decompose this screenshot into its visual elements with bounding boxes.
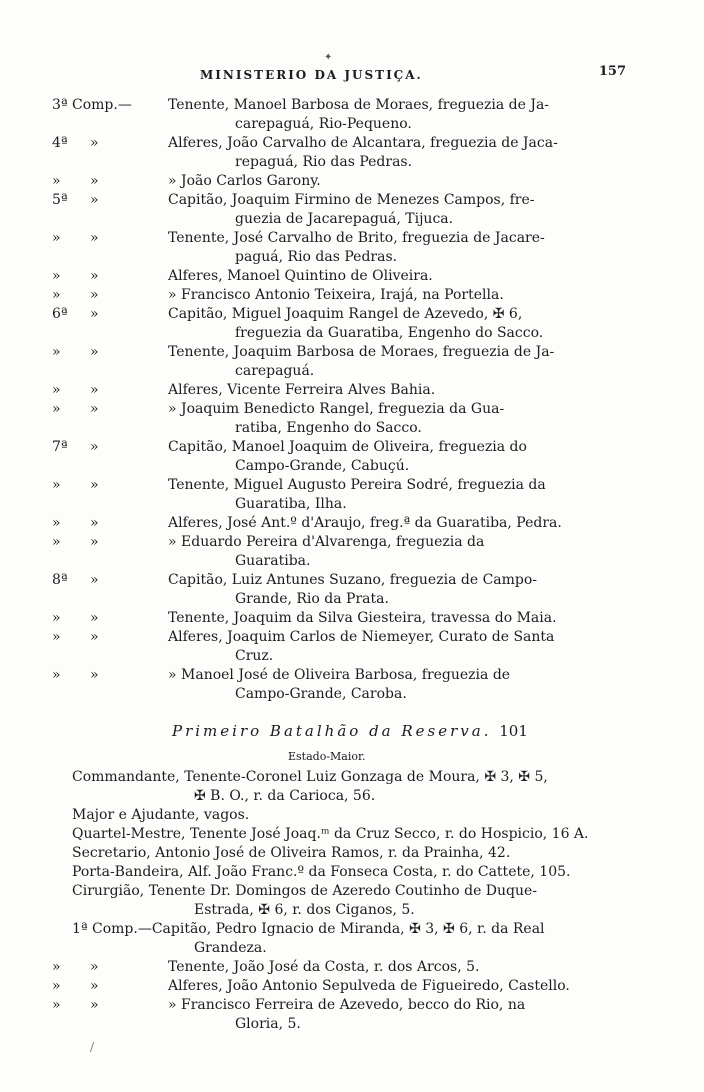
- company-label: »: [52, 268, 61, 284]
- entry-text: [72, 844, 632, 863]
- entry-continuation: freguezia da Guaratiba, Engenho do Sacco.: [235, 325, 544, 341]
- page-header: [200, 64, 626, 83]
- ditto-mark: »: [90, 629, 99, 645]
- entry-line: » Francisco Antonio Teixeira, Irajá, na Portella.: [168, 287, 504, 303]
- ditto-mark: »: [90, 610, 99, 626]
- entry-line: Capitão, Manoel Joaquim de Oliveira, freguezia do: [168, 439, 527, 455]
- ditto-mark: »: [90, 534, 99, 550]
- entry-line: Cirurgião, Tenente Dr. Domingos de Azeredo Coutinho de Duque-: [72, 883, 538, 899]
- company-label: 4ª: [52, 135, 68, 151]
- list-item: [72, 863, 632, 882]
- entry-line: Tenente, Miguel Augusto Pereira Sodré, freguezia da: [168, 477, 546, 493]
- entry-continuation: Grande, Rio da Prata.: [235, 591, 389, 607]
- entry-text: [168, 514, 624, 533]
- list-item: [72, 806, 632, 825]
- entry-line: Porta-Bandeira, Alf. João Franc.º da Fonseca Costa, r. do Cattete, 105.: [72, 864, 571, 880]
- entry-text: [168, 267, 624, 286]
- ditto-mark: »: [90, 173, 99, 189]
- entry-text: [168, 229, 624, 267]
- entry-continuation: Guaratiba.: [235, 553, 311, 569]
- entry-text: [168, 476, 624, 514]
- entry-line: Tenente, João José da Costa, r. dos Arcos, 5.: [168, 959, 480, 975]
- company-label: »: [52, 515, 61, 531]
- entry-continuation: guezia de Jacarepaguá, Tijuca.: [235, 211, 454, 227]
- header-title: MINISTERIO DA JUSTIÇA.: [200, 68, 423, 82]
- ditto-mark: »: [90, 997, 99, 1013]
- entry-line: Alferes, João Antonio Sepulveda de Figueiredo, Castello.: [168, 978, 570, 994]
- entry-continuation: repaguá, Rio das Pedras.: [235, 154, 413, 170]
- entry-line: Capitão, Miguel Joaquim Rangel de Azevedo, ✠ 6,: [168, 306, 523, 322]
- company-label: »: [52, 978, 61, 994]
- entry-text: [168, 609, 624, 628]
- entry-text: [72, 863, 632, 882]
- entry-line: Alferes, Vicente Ferreira Alves Bahia.: [168, 382, 436, 398]
- entry-text: [72, 882, 632, 920]
- entry-text: [72, 920, 632, 958]
- entry-text: [168, 571, 624, 609]
- entry-line: Tenente, Manoel Barbosa de Moraes, freguezia de Ja-: [168, 97, 550, 113]
- entry-continuation: Gloria, 5.: [235, 1016, 301, 1032]
- ditto-mark: »: [90, 192, 99, 208]
- entry-continuation: Grandeza.: [194, 940, 267, 956]
- ditto-mark: »: [90, 439, 99, 455]
- ditto-mark: »: [90, 978, 99, 994]
- company-label: »: [52, 230, 61, 246]
- company-label: »: [52, 667, 61, 683]
- company-label: 7ª: [52, 439, 68, 455]
- entry-continuation: ✠ B. O., r. da Carioca, 56.: [194, 788, 376, 804]
- entry-line: » João Carlos Garony.: [168, 173, 321, 189]
- entry-line: » Francisco Ferreira de Azevedo, becco do Rio, na: [168, 997, 526, 1013]
- entry-continuation: Guaratiba, Ilha.: [235, 496, 347, 512]
- entry-text: [168, 381, 624, 400]
- company-label: »: [52, 344, 61, 360]
- entry-continuation: carepaguá, Rio-Pequeno.: [235, 116, 412, 132]
- entry-text: [168, 958, 624, 977]
- ditto-mark: »: [90, 344, 99, 360]
- entry-continuation: Estrada, ✠ 6, r. dos Ciganos, 5.: [194, 902, 415, 918]
- entry-text: [168, 438, 624, 476]
- ditto-mark: »: [90, 268, 99, 284]
- entry-text: [168, 400, 624, 438]
- entry-text: [168, 286, 624, 305]
- entry-line: » Manoel José de Oliveira Barbosa, freguezia de: [168, 667, 511, 683]
- entry-text: [168, 96, 624, 134]
- entry-line: » Joaquim Benedicto Rangel, freguezia da Gua-: [168, 401, 505, 417]
- entry-line: Tenente, Joaquim Barbosa de Moraes, freguezia de Ja-: [168, 344, 555, 360]
- company-label: »: [52, 382, 61, 398]
- entry-line: Alferes, João Carvalho de Alcantara, freguezia de Jaca-: [168, 135, 558, 151]
- entry-line: Tenente, José Carvalho de Brito, freguezia de Jacare-: [168, 230, 545, 246]
- ditto-mark: »: [90, 477, 99, 493]
- company-label: 6ª: [52, 306, 68, 322]
- entry-text: [168, 666, 624, 704]
- entry-continuation: ratiba, Engenho do Sacco.: [235, 420, 422, 436]
- ditto-mark: »: [90, 572, 99, 588]
- section-number: 101: [499, 722, 528, 740]
- company-label: »: [52, 287, 61, 303]
- section-title-text: Primeiro Batalhão da Reserva.: [172, 722, 492, 740]
- entry-text: [168, 533, 624, 571]
- entry-line: Alferes, Manoel Quintino de Oliveira.: [168, 268, 433, 284]
- company-label: »: [52, 629, 61, 645]
- entry-continuation: Campo-Grande, Caroba.: [235, 686, 407, 702]
- entry-text: [168, 191, 624, 229]
- entry-line: Quartel-Mestre, Tenente José Joaq.ᵐ da Cruz Secco, r. do Hospicio, 16 A.: [72, 826, 589, 842]
- entry-continuation: carepaguá.: [235, 363, 315, 379]
- entry-continuation: paguá, Rio das Pedras.: [235, 249, 398, 265]
- entry-text: [72, 825, 632, 844]
- entry-line: 1ª Comp.—Capitão, Pedro Ignacio de Miranda, ✠ 3, ✠ 6, r. da Real: [72, 921, 545, 937]
- entry-text: [168, 305, 624, 343]
- entry-line: Secretario, Antonio José de Oliveira Ramos, r. da Prainha, 42.: [72, 845, 511, 861]
- entry-continuation: Campo-Grande, Cabuçú.: [235, 458, 410, 474]
- entry-line: Alferes, José Ant.º d'Araujo, freg.ª da Guaratiba, Pedra.: [168, 515, 562, 531]
- ditto-mark: »: [90, 959, 99, 975]
- company-label: »: [52, 477, 61, 493]
- entry-line: Capitão, Luiz Antunes Suzano, freguezia de Campo-: [168, 572, 538, 588]
- list-item: [72, 825, 632, 844]
- entry-text: [168, 996, 624, 1034]
- entry-line: Capitão, Joaquim Firmino de Menezes Campos, fre-: [168, 192, 535, 208]
- page-number: 157: [598, 64, 626, 79]
- ditto-mark: »: [90, 401, 99, 417]
- entry-line: Commandante, Tenente-Coronel Luiz Gonzaga de Moura, ✠ 3, ✠ 5,: [72, 769, 548, 785]
- section-title: [172, 722, 542, 740]
- ditto-mark: »: [90, 667, 99, 683]
- entry-text: [72, 806, 632, 825]
- company-label: »: [52, 997, 61, 1013]
- entry-text: [168, 628, 624, 666]
- company-label: »: [52, 534, 61, 550]
- company-label: 3ª Comp.—: [52, 97, 132, 113]
- ornament-icon: ✦: [324, 52, 333, 63]
- ditto-mark: »: [90, 287, 99, 303]
- company-label: 8ª: [52, 572, 68, 588]
- ditto-mark: »: [90, 230, 99, 246]
- list-item: [72, 844, 632, 863]
- company-label: »: [52, 959, 61, 975]
- list-item: [72, 920, 632, 958]
- company-label: »: [52, 401, 61, 417]
- list-item: [72, 768, 632, 806]
- ditto-mark: »: [90, 306, 99, 322]
- company-label: »: [52, 173, 61, 189]
- company-label: »: [52, 610, 61, 626]
- entry-line: Alferes, Joaquim Carlos de Niemeyer, Curato de Santa: [168, 629, 555, 645]
- entry-continuation: Cruz.: [235, 648, 274, 664]
- ditto-mark: »: [90, 135, 99, 151]
- ditto-mark: »: [90, 515, 99, 531]
- entry-text: [168, 977, 624, 996]
- entry-line: Tenente, Joaquim da Silva Giesteira, travessa do Maia.: [168, 610, 557, 626]
- company-label: 5ª: [52, 192, 68, 208]
- entry-line: » Eduardo Pereira d'Alvarenga, freguezia da: [168, 534, 485, 550]
- entry-text: [168, 172, 624, 191]
- ditto-mark: »: [90, 382, 99, 398]
- list-item: [72, 882, 632, 920]
- entry-text: [168, 134, 624, 172]
- entry-text: [168, 343, 624, 381]
- entry-line: Major e Ajudante, vagos.: [72, 807, 250, 823]
- entry-text: [72, 768, 632, 806]
- section-subtitle: Estado-Maior.: [288, 750, 366, 763]
- margin-mark: /: [90, 1040, 95, 1054]
